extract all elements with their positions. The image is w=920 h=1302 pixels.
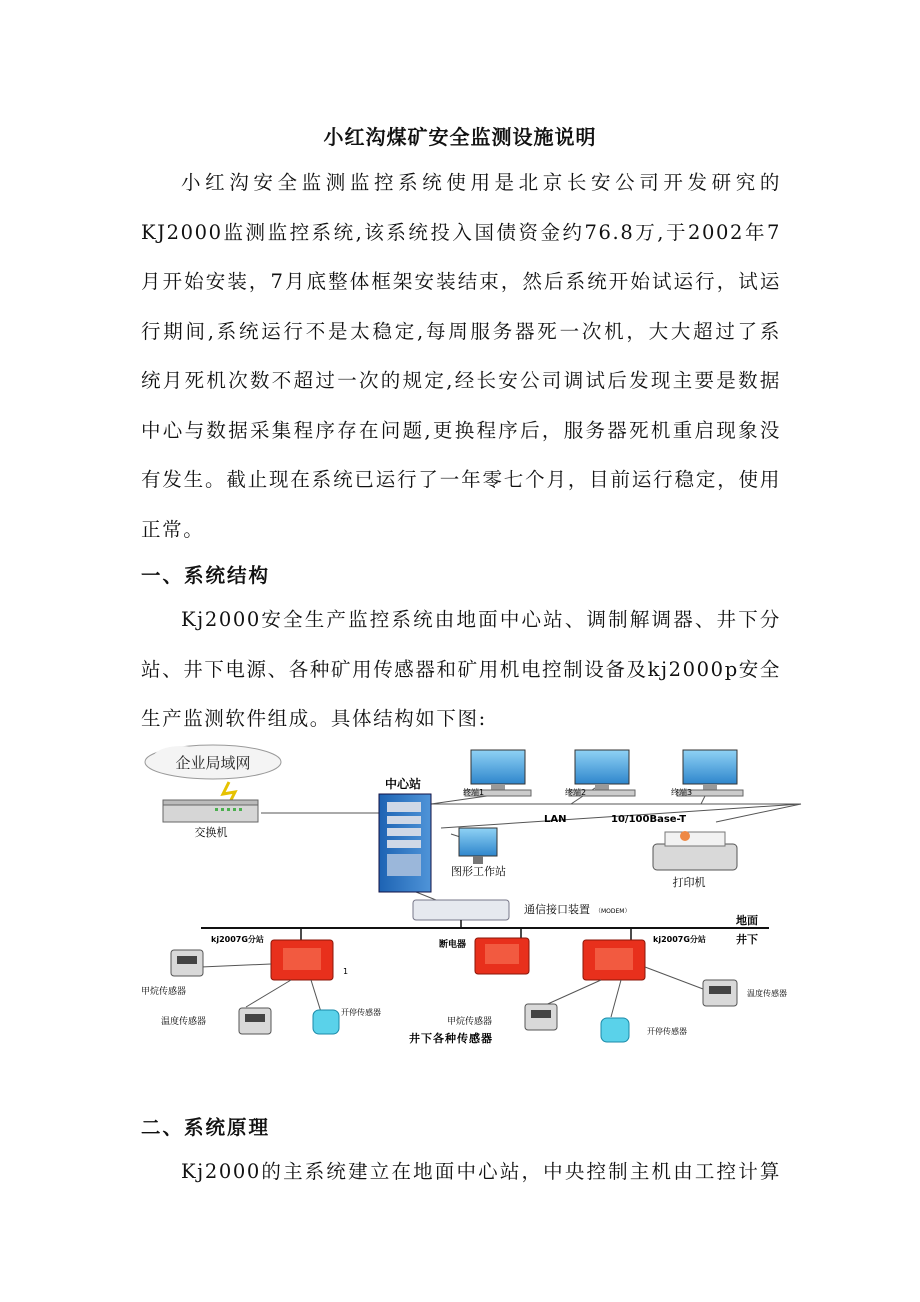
printer-device (653, 831, 737, 889)
substation-right-label: kj2007G分站 (653, 935, 706, 944)
printer-label: 打印机 (672, 876, 706, 889)
switch-sensor-left (313, 1007, 381, 1034)
sensors-caption: 井下各种传感器 (409, 1032, 493, 1045)
switch-sensor-left-label: 开停传感器 (341, 1008, 381, 1017)
intro-line-5: 统月死机次数不超过一次的规定,经长安公司调试后发现主要是数据 (141, 369, 781, 392)
temp-left-label: 温度传感器 (161, 1017, 207, 1027)
methane-right-label: 甲烷传感器 (447, 1017, 493, 1027)
document-title: 小红沟煤矿安全监测设施说明 (323, 125, 597, 149)
intro-line-7: 有发生。截止现在系统已运行了一年零七个月，目前运行稳定，使用 (141, 468, 781, 491)
terminal-1 (463, 750, 531, 797)
comm-interface-device (413, 900, 631, 920)
section1-line-3: 生产监测软件组成。具体结构如下图: (141, 707, 487, 730)
terminal3-label: 终端3 (671, 788, 693, 797)
temp-right-label: 温度传感器 (747, 989, 787, 998)
methane-sensor-right (447, 1004, 557, 1030)
intro-line-3: 月开始安装，7月底整体框架安装结束，然后系统开始试运行，试运 (141, 270, 781, 293)
substation-left (211, 934, 348, 980)
switch-sensor-right (601, 1018, 687, 1042)
switch-sensor-right-label: 开停传感器 (647, 1027, 687, 1036)
section2-line-1: Kj2000的主系统建立在地面中心站，中央控制主机由工控计算 (181, 1160, 781, 1183)
intro-line-2: KJ2000监测监控系统,该系统投入国债资金约76.8万,于2002年7 (141, 220, 781, 244)
section1-heading: 一、系统结构 (141, 564, 271, 587)
graphics-workstation (451, 828, 506, 878)
switch-label: 交换机 (194, 826, 228, 839)
intro-line-1: 小红沟安全监测监控系统使用是北京长安公司开发研究的 (181, 171, 781, 194)
enterprise-lan-cloud (145, 745, 281, 779)
switch-device (163, 800, 258, 839)
ground-label: 地面 (736, 914, 758, 927)
methane-sensor-left (141, 950, 203, 997)
lan-label: LAN (544, 814, 567, 825)
comm-device-label: 通信接口装置 (524, 903, 590, 916)
underground-label: 井下 (736, 933, 758, 946)
temp-sensor-left (161, 1008, 271, 1034)
base-t-label: 10/100Base-T (611, 814, 687, 825)
terminal1-label: 终端1 (463, 788, 485, 797)
section2-paragraph (141, 1147, 781, 1197)
terminal2-label: 终端2 (565, 788, 587, 797)
section1-paragraph (141, 595, 781, 744)
section2-heading: 二、系统原理 (141, 1116, 271, 1139)
intro-paragraph (141, 158, 781, 554)
center-station-server (379, 776, 431, 892)
terminal-2 (565, 750, 635, 797)
intro-line-4: 行期间,系统运行不是太稳定,每周服务器死一次机，大大超过了系 (141, 319, 781, 343)
marker-1: 1 (343, 967, 349, 976)
methane-left-label: 甲烷传感器 (141, 987, 187, 997)
breaker-device (439, 938, 529, 974)
intro-line-6: 中心与数据采集程序存在问题,更换程序后，服务器死机重启现象没 (141, 418, 781, 442)
center-station-label: 中心站 (384, 777, 422, 791)
substation-right (583, 934, 706, 980)
breaker-label: 断电器 (439, 940, 467, 950)
modem-label: （MODEM） (595, 908, 631, 915)
system-structure-diagram (141, 742, 811, 1052)
section1-line-1: Kj2000安全生产监控系统由地面中心站、调制解调器、井下分 (181, 608, 781, 631)
enterprise-lan-label: 企业局域网 (175, 754, 251, 772)
substation-left-label: kj2007G分站 (211, 935, 264, 944)
terminal-3 (671, 750, 743, 797)
temp-sensor-right (703, 980, 787, 1006)
intro-line-8: 正常。 (141, 517, 205, 541)
section1-line-2: 站、井下电源、各种矿用传感器和矿用机电控制设备及kj2000p安全 (141, 657, 781, 681)
workstation-label: 图形工作站 (451, 865, 506, 878)
